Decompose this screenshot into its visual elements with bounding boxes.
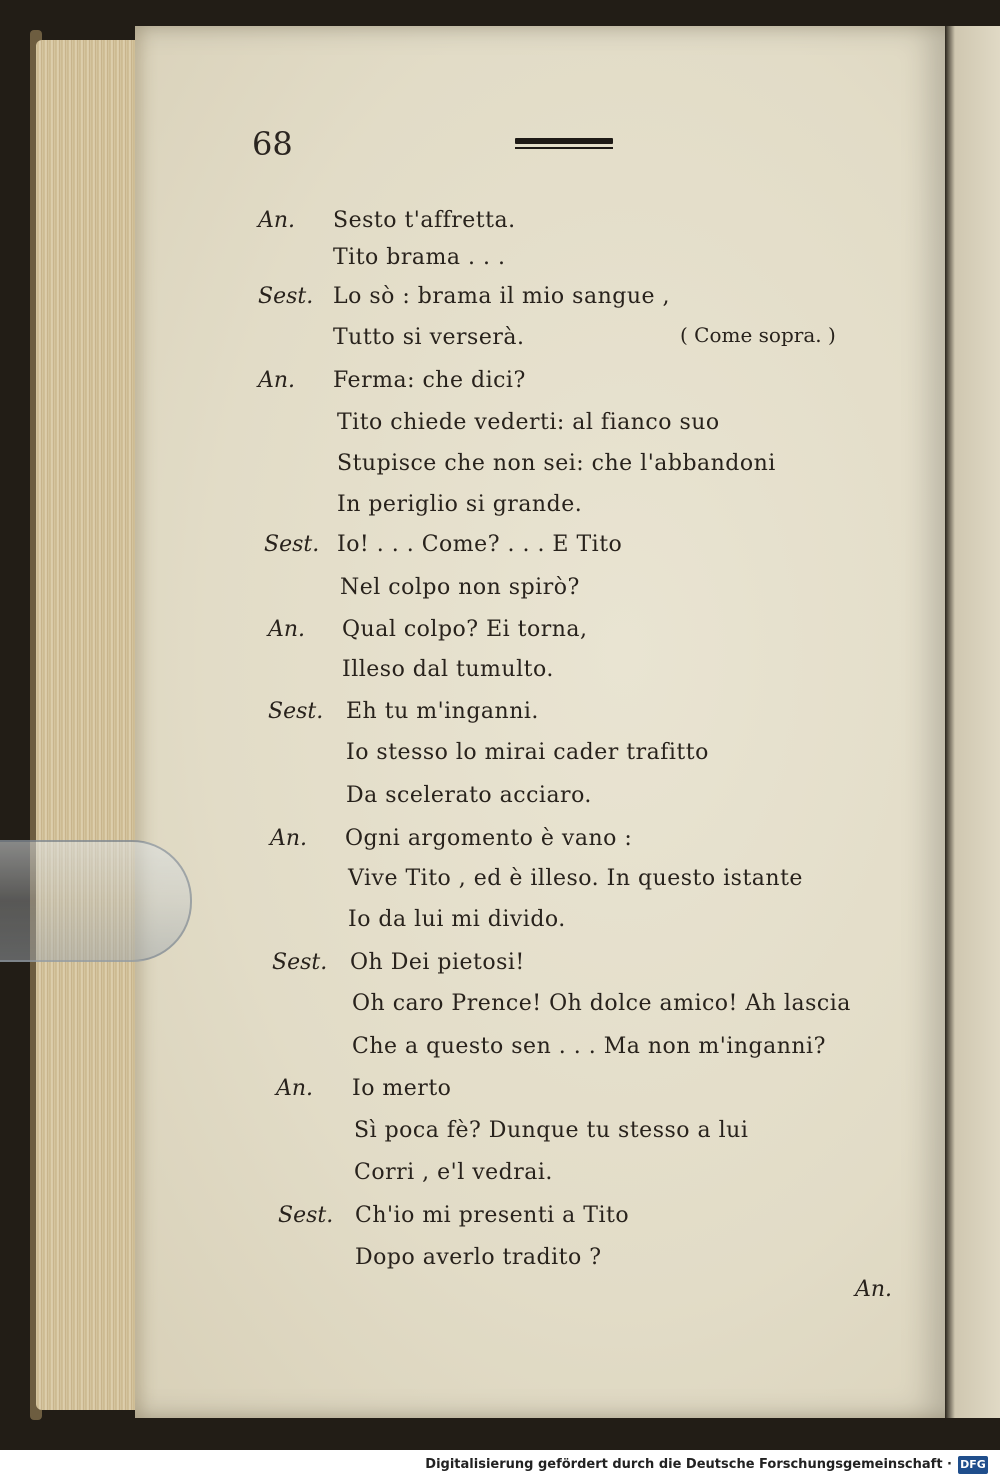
verse-line: Che a questo sen . . . Ma non m'inganni? bbox=[352, 1034, 826, 1059]
facing-page-edge bbox=[945, 26, 1000, 1418]
footer-credit: Digitalisierung gefördert durch die Deutsche Forschungsgemeinschaft · bbox=[425, 1457, 952, 1472]
verse-line: Oh Dei pietosi! bbox=[350, 950, 525, 975]
verse-line: Io! . . . Come? . . . E Tito bbox=[337, 532, 623, 557]
glass-page-clip bbox=[0, 840, 192, 962]
page-edges bbox=[36, 40, 141, 1410]
verse-line: Sesto t'affretta. bbox=[333, 208, 516, 233]
verse-line: Sì poca fè? Dunque tu stesso a lui bbox=[354, 1118, 749, 1143]
verse-line: Tutto si verserà. bbox=[333, 325, 525, 350]
verse-line: Dopo averlo tradito ? bbox=[355, 1245, 602, 1270]
speaker-label: An. bbox=[258, 368, 296, 393]
verse-line: Nel colpo non spirò? bbox=[340, 575, 580, 600]
verse-line: Ferma: che dici? bbox=[333, 368, 526, 393]
verse-line: Illeso dal tumulto. bbox=[342, 657, 554, 682]
verse-line: Ch'io mi presenti a Tito bbox=[355, 1203, 630, 1228]
stage-direction: ( Come sopra. ) bbox=[680, 323, 836, 347]
verse-line: Tito chiede vederti: al fianco suo bbox=[337, 410, 720, 435]
verse-line: Ogni argomento è vano : bbox=[345, 826, 633, 851]
verse-line: Lo sò : brama il mio sangue , bbox=[333, 284, 671, 309]
header-ornament bbox=[515, 138, 613, 150]
verse-line: In periglio si grande. bbox=[337, 492, 583, 517]
page-number: 68 bbox=[252, 125, 293, 163]
dfg-logo: DFG bbox=[958, 1456, 988, 1474]
verse-line: Corri , e'l vedrai. bbox=[354, 1160, 553, 1185]
speaker-label: Sest. bbox=[258, 284, 314, 309]
speaker-label: Sest. bbox=[264, 532, 320, 557]
speaker-label: An. bbox=[270, 826, 308, 851]
speaker-label: An. bbox=[268, 617, 306, 642]
verse-line: Io merto bbox=[352, 1076, 452, 1101]
verse-line: Da scelerato acciaro. bbox=[346, 783, 592, 808]
verse-line: Tito brama . . . bbox=[333, 245, 506, 270]
speaker-label: Sest. bbox=[278, 1203, 334, 1228]
speaker-label: An. bbox=[258, 208, 296, 233]
speaker-label: Sest. bbox=[272, 950, 328, 975]
speaker-label: An. bbox=[276, 1076, 314, 1101]
verse-line: Io stesso lo mirai cader trafitto bbox=[346, 740, 709, 765]
speaker-label: Sest. bbox=[268, 699, 324, 724]
verse-line: Vive Tito , ed è illeso. In questo istante bbox=[348, 866, 803, 891]
verse-line: Qual colpo? Ei torna, bbox=[342, 617, 588, 642]
catchword: An. bbox=[855, 1277, 893, 1302]
verse-line: Oh caro Prence! Oh dolce amico! Ah lascia bbox=[352, 991, 851, 1016]
verse-line: Stupisce che non sei: che l'abbandoni bbox=[337, 451, 776, 476]
verse-line: Io da lui mi divido. bbox=[348, 907, 566, 932]
verse-line: Eh tu m'inganni. bbox=[346, 699, 539, 724]
